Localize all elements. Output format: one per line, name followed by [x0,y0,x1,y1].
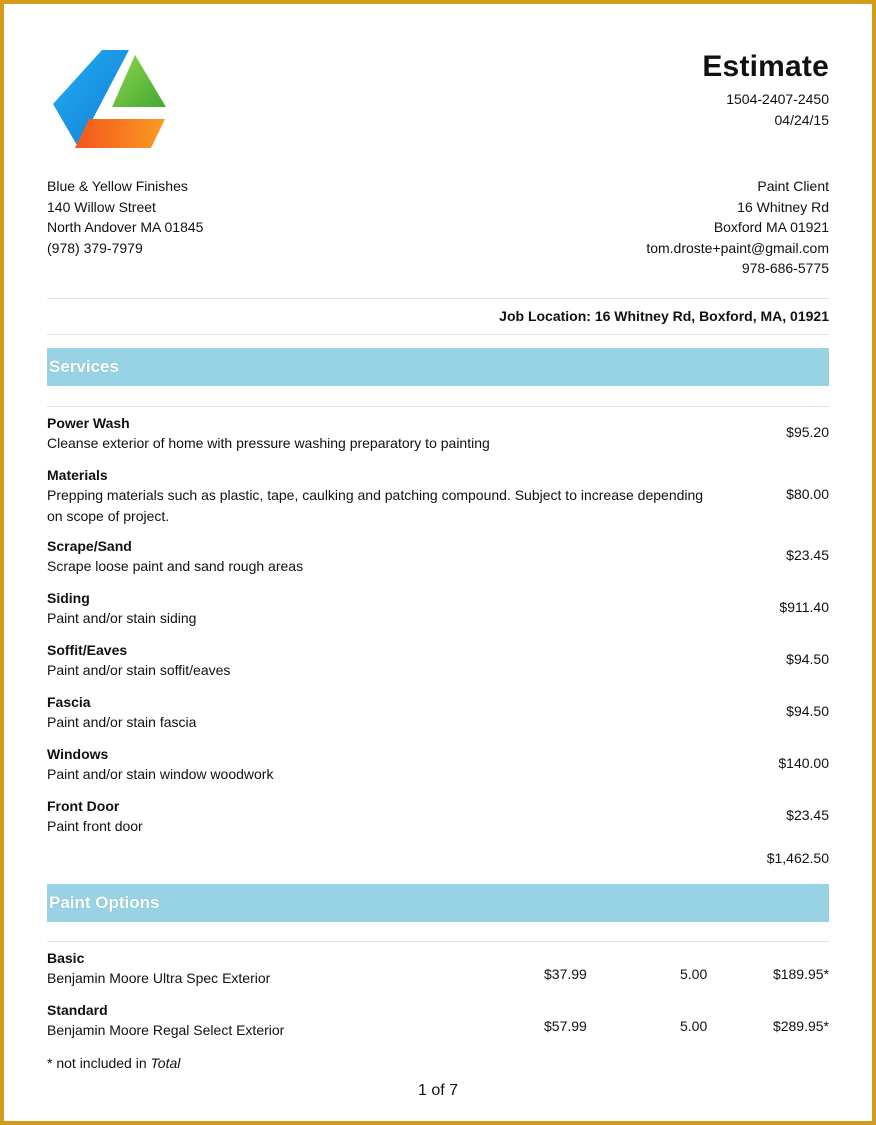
service-price: $94.50 [786,651,829,667]
service-row [47,640,829,681]
footnote [47,1055,180,1071]
paint-option-amount: $289.95* [772,1018,829,1034]
service-description: Paint and/or stain siding [47,610,197,626]
paint-options-section-header: Paint Options [47,884,829,922]
footnote-text: * not included in [47,1055,151,1071]
company-name: Blue & Yellow Finishes [47,178,188,194]
service-name: Materials [47,467,108,483]
paint-option-quantity: 5.00 [680,966,708,982]
service-price: $95.20 [786,424,829,440]
paint-option-row [47,1000,829,1041]
client-city: Boxford MA 01921 [713,219,829,235]
paint-option-unit-price: $57.99 [544,1018,587,1034]
service-description: Paint and/or stain fascia [47,714,197,730]
service-description: Prepping materials such as plastic, tape, caulking and patching compound. Subject to increase depending on scope of project. [47,487,704,524]
service-row [47,796,829,837]
service-price: $94.50 [786,703,829,719]
estimate-number: 1504-2407-2450 [726,91,829,107]
service-description: Paint and/or stain window woodwork [47,766,274,782]
paint-option-name: Basic [47,950,85,966]
service-name: Scrape/Sand [47,538,132,554]
triangle-logo-icon [51,47,167,151]
service-price: $140.00 [778,755,829,771]
service-price: $80.00 [786,486,829,502]
service-row [47,588,829,629]
page-indicator: 1 of 7 [417,1082,459,1099]
service-name: Windows [47,746,109,762]
service-name: Siding [47,590,90,606]
divider [47,298,829,299]
paint-option-quantity: 5.00 [680,1018,708,1034]
divider [47,334,829,335]
paint-option-row [47,948,829,989]
paint-option-unit-price: $37.99 [544,966,587,982]
service-description: Scrape loose paint and sand rough areas [47,558,304,574]
document-title: Estimate [702,50,829,83]
estimate-page [47,0,829,1125]
service-row [47,744,829,785]
paint-option-name: Standard [47,1002,108,1018]
paint-option-amount: $189.95* [772,966,829,982]
service-name: Soffit/Eaves [47,642,128,658]
company-address [47,176,203,258]
service-description: Paint and/or stain soffit/eaves [47,662,231,678]
services-total: $1,462.50 [766,850,829,866]
paint-option-description: Benjamin Moore Ultra Spec Exterior [47,970,271,986]
service-name: Power Wash [47,415,130,431]
client-street: 16 Whitney Rd [737,198,829,215]
services-section-header: Services [47,348,829,386]
service-row [47,465,829,526]
service-name: Fascia [47,694,91,710]
client-phone: 978-686-5775 [741,260,829,276]
document-meta [702,89,829,131]
footnote-emphasis: Total [150,1055,181,1071]
estimate-date: 04/24/15 [774,112,829,128]
service-description: Cleanse exterior of home with pressure washing preparatory to painting [47,435,490,451]
company-street: 140 Willow Street [47,198,156,215]
service-price: $23.45 [786,547,829,563]
client-name: Paint Client [757,178,829,194]
client-email: tom.droste+paint@gmail.com [646,239,829,256]
divider [47,941,829,942]
service-price: $911.40 [779,599,829,615]
service-row [47,536,829,577]
company-phone: (978) 379-7979 [47,239,143,256]
service-description: Paint front door [47,818,143,834]
client-address [646,176,829,279]
service-row [47,692,829,733]
service-row [47,413,829,454]
paint-option-description: Benjamin Moore Regal Select Exterior [47,1022,285,1038]
job-location: Job Location: 16 Whitney Rd, Boxford, MA, 01921 [499,308,829,324]
company-city: North Andover MA 01845 [47,219,204,235]
divider [47,406,829,407]
document-header [702,50,829,131]
service-price: $23.45 [786,807,829,823]
service-name: Front Door [47,798,120,814]
